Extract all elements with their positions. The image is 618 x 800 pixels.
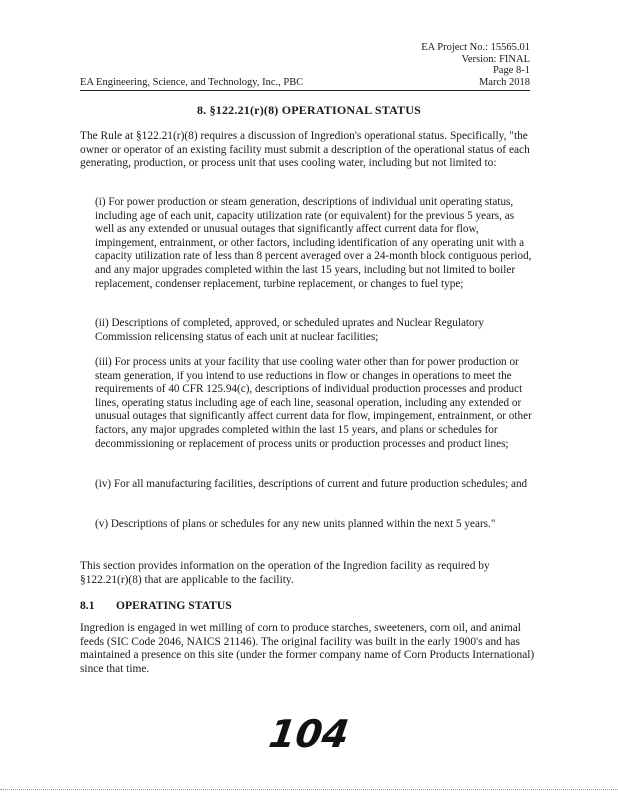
report-date: March 2018 bbox=[478, 77, 530, 88]
handwritten-page-number: 104 bbox=[266, 712, 352, 756]
subsection-number: 8.1 bbox=[80, 599, 95, 612]
header-project-info bbox=[421, 42, 530, 77]
quote-item-iii: (iii) For process units at your facility that use cooling water other than for power production or steam generation, if you intend to use reductions in flow or changes in operations to meet the requirements of 40 CFR 125.94(c), descriptions of individual production processes and product lines, operating status including age of each line, seasonal operation, including any extended or unusual outages that significantly affect current data for flow, impingement, entrainment, or other factors, any major upgrades completed within the last 15 years, and plans or schedules for decommissioning or replacement of process units or production processes and product lines; bbox=[95, 356, 532, 450]
operating-status-paragraph: Ingredion is engaged in wet milling of corn to produce starches, sweeteners, corn oil, and animal feeds (SIC Code 2046, NAICS 21146). The original facility was built in the early 1900's and has maintained a presence on this site (under the former company name of Corn Products International) since that time. bbox=[80, 622, 535, 675]
intro-paragraph: The Rule at §122.21(r)(8) requires a discussion of Ingredion's operational status. Specifically, "the owner or operator of an existing facility must submit a description of the operational status of each generating, production, or process unit that uses cooling water, including but not limited to: bbox=[80, 130, 530, 170]
subsection-heading bbox=[80, 599, 232, 612]
project-number: EA Project No.: 15565.01 bbox=[421, 42, 530, 53]
section-title: 8. §122.21(r)(8) OPERATIONAL STATUS bbox=[196, 103, 421, 117]
quote-item-iv: (iv) For all manufacturing facilities, descriptions of current and future production schedules; and bbox=[95, 478, 528, 490]
subsection-title: OPERATING STATUS bbox=[116, 599, 232, 612]
footer-divider bbox=[0, 789, 618, 790]
info-paragraph: This section provides information on the operation of the Ingredion facility as required by §122.21(r)(8) that are applicable to the facility. bbox=[80, 560, 490, 586]
version-label: Version: FINAL bbox=[461, 53, 530, 65]
page-number: Page 8-1 bbox=[492, 65, 530, 76]
quote-item-i: (i) For power production or steam generation, descriptions of individual unit operating status, including age of each unit, capacity utilization rate (or equivalent) for the previous 5 years, as well as any extended or unusual outages that significantly affect current data for flow, impingement, entrainment, or other factors, including identification of any operating unit with a capacity utilization rate of less than 8 percent averaged over a 24-month block contiguous period, and any major upgrades completed within the last 15 years, including but not limited to boiler replacement, condenser replacement, turbine replacement, or changes to fuel type; bbox=[95, 196, 532, 290]
quote-item-v: (v) Descriptions of plans or schedules for any new units planned within the next 5 years." bbox=[95, 518, 496, 530]
company-name: EA Engineering, Science, and Technology, Inc., PBC bbox=[80, 77, 304, 88]
quote-item-ii: (ii) Descriptions of completed, approved, or scheduled uprates and Nuclear Regulatory Commission relicensing status of each unit at nuclear facilities; bbox=[95, 317, 484, 343]
header-divider bbox=[80, 90, 530, 91]
